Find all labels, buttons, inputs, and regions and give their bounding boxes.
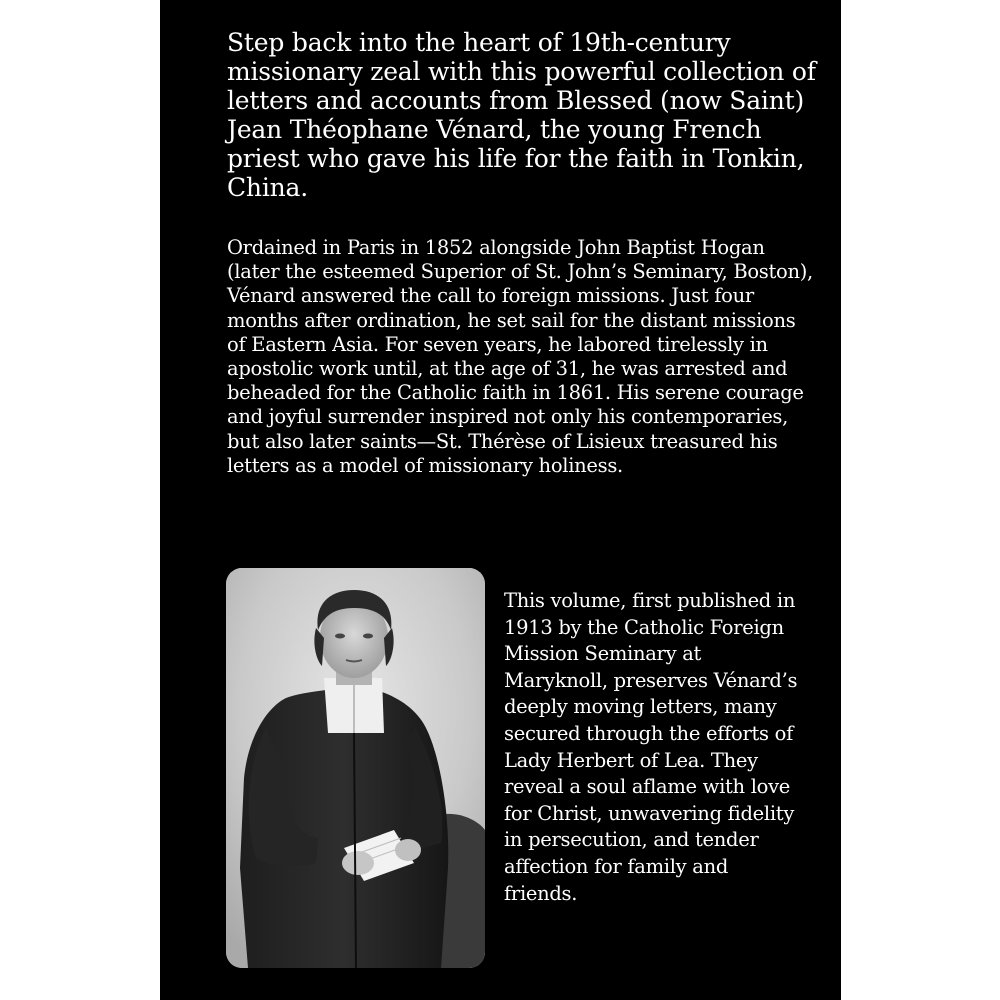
back-cover — [160, 0, 841, 1000]
volume-description-paragraph: This volume, first published in 1913 by the Catholic Foreign Mission Seminary at Maryknoll, preserves Vénard’s deeply moving letters, many secured through the efforts of Lady Herbert of Lea. They reveal a soul aflame with love for Christ, unwavering fidelity in persecution, and tender affection for family and friends. — [504, 589, 798, 905]
portrait-photo — [226, 568, 485, 968]
priest-portrait-image — [226, 568, 485, 968]
biography-paragraph: Ordained in Paris in 1852 alongside John Baptist Hogan (later the esteemed Superior of St. John’s Seminary, Boston), Vénard answered the call to foreign missions. Just four months after ordination, he set sail for the distant missions of Eastern Asia. For seven years, he labored tirelessly in apostolic work until, at the age of 31, he was arrested and beheaded for the Catholic faith in 1861. His serene courage and joyful surrender inspired not only his contemporaries, but also later saints—St. Thérèse of Lisieux treasured his letters as a model of missionary holiness. — [227, 236, 813, 477]
intro-paragraph: Step back into the heart of 19th-century missionary zeal with this powerful collection of letters and accounts from Blessed (now Saint) Jean Théophane Vénard, the young French priest who gave his life for the faith in Tonkin, China. — [227, 28, 816, 202]
